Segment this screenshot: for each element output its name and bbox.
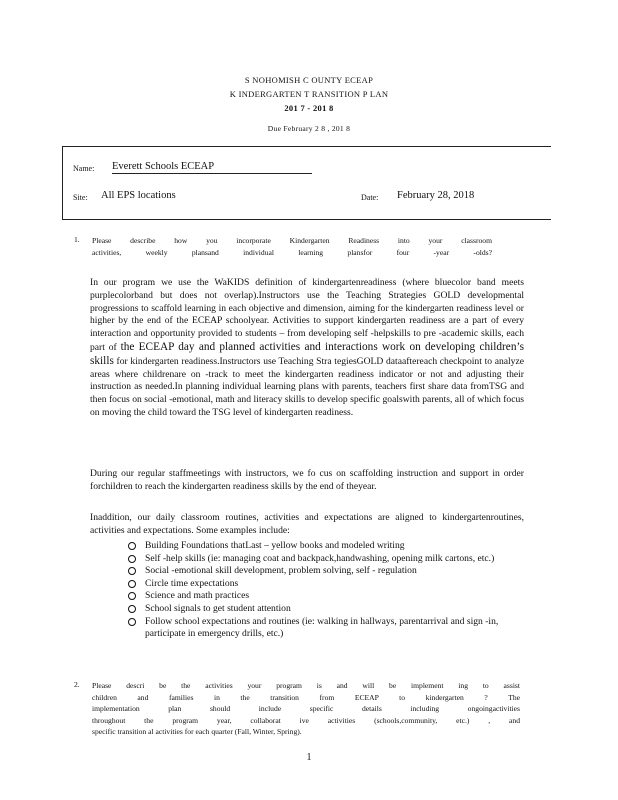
- list-item: School signals to get student attention: [128, 603, 528, 616]
- circle-bullet-icon: [128, 567, 136, 575]
- question-2-line: implementation plan should include specific details including ongoingactivities: [92, 704, 520, 713]
- question-1-line: Please describe how you incorporate Kindergarten Readiness into your classroom: [92, 236, 492, 245]
- question-1-line: activities, weekly plansand individual learning plansfor four -year -olds?: [92, 247, 492, 257]
- date-value: February 28, 2018: [397, 190, 475, 201]
- list-item: Circle time expectations: [128, 578, 528, 591]
- answer-1-paragraph-2: During our regular staffmeetings with instructors, we fo cus on scaffolding instruction and support in order forchildren to reach the kindergarten readiness skills by the end of theyear.: [90, 468, 524, 492]
- date-label: Date:: [361, 193, 379, 202]
- header-plan-title: K INDERGARTEN T RANSITION P LAN: [229, 89, 389, 99]
- site-value: All EPS locations: [101, 190, 176, 201]
- answer-text-emphasis: the ECEAP day and planned activities and interactions work on developing children’s skills: [90, 340, 524, 367]
- answer-text: for kindergarten readiness.Instructors use Teaching Stra tegiesGOLD dataaftereach checkpoint to analyze areas where childrenare on -track to meet the kindergarten readiness indicator or not and adjusting their instruction as needed.In planning individual learning plans with parents, teachers first share data fromTSG and then focus on social -emotional, math and literacy skills to develop specific goalswith parents, all of which focus on moving the child toward the TSG level of kindergarten readiness.: [90, 355, 524, 418]
- page-number: 1: [306, 752, 312, 763]
- header-year: 201 7 - 201 8: [284, 103, 334, 113]
- header-due-date: Due February 2 8 , 201 8: [267, 124, 351, 133]
- list-item: Self -help skills (ie: managing coat and backpack,handwashing, opening milk cartons, etc.): [128, 553, 528, 566]
- circle-bullet-icon: [128, 605, 136, 613]
- question-2-line: children and families in the transition from ECEAP to kindergarten ? The: [92, 692, 520, 702]
- name-label: Name:: [73, 164, 95, 173]
- question-1: [92, 235, 492, 258]
- answer-text: In our program we use the WaKIDS definition of kindergartenreadiness (where bluecolor band meets purplecolorband but does not overlap).Instructors use the Teaching Strategies GOLD developmental progressions to scaffold learning in each objective and dimension, aiming for the kindergarten readiness level or higher by the end of the ECEAP schoolyear. Activities to support kindergarten readiness are a part of every interaction and opportunity provided to students – from developing self -helpskills to pre -academic skills, each part of: [90, 277, 524, 353]
- question-2: [92, 680, 520, 738]
- question-1-number: 1.: [74, 235, 80, 244]
- list-item: Follow school expectations and routines (ie: walking in hallways, parentarrival and sign -in, participate in emergency drills, etc.): [128, 616, 528, 641]
- question-2-line: Please descri be the activities your program is and will be implement ing to assist: [92, 681, 520, 690]
- site-label: Site:: [73, 193, 88, 202]
- circle-bullet-icon: [128, 592, 136, 600]
- circle-bullet-icon: [128, 618, 136, 626]
- name-value: Everett Schools ECEAP: [112, 161, 312, 174]
- circle-bullet-icon: [128, 542, 136, 550]
- examples-list: [128, 540, 528, 641]
- answer-1-paragraph-1: [90, 277, 524, 420]
- question-2-line: specific transition al activities for each quarter (Fall, Winter, Spring).: [92, 727, 302, 736]
- circle-bullet-icon: [128, 580, 136, 588]
- question-2-line: throughout the program year, collaborat ive activities (schools,community, etc.) , and: [92, 715, 520, 725]
- circle-bullet-icon: [128, 555, 136, 563]
- info-box: [62, 146, 551, 220]
- list-item: Social -emotional skill development, problem solving, self - regulation: [128, 565, 528, 578]
- header-county: S NOHOMISH C OUNTY ECEAP: [244, 75, 374, 85]
- question-2-number: 2.: [74, 680, 80, 689]
- list-item: Science and math practices: [128, 590, 528, 603]
- answer-1-paragraph-3: Inaddition, our daily classroom routines, activities and expectations are aligned to kindergartenroutines, activities and expectations. Some examples include:: [90, 512, 524, 536]
- list-item: Building Foundations thatLast – yellow books and modeled writing: [128, 540, 528, 553]
